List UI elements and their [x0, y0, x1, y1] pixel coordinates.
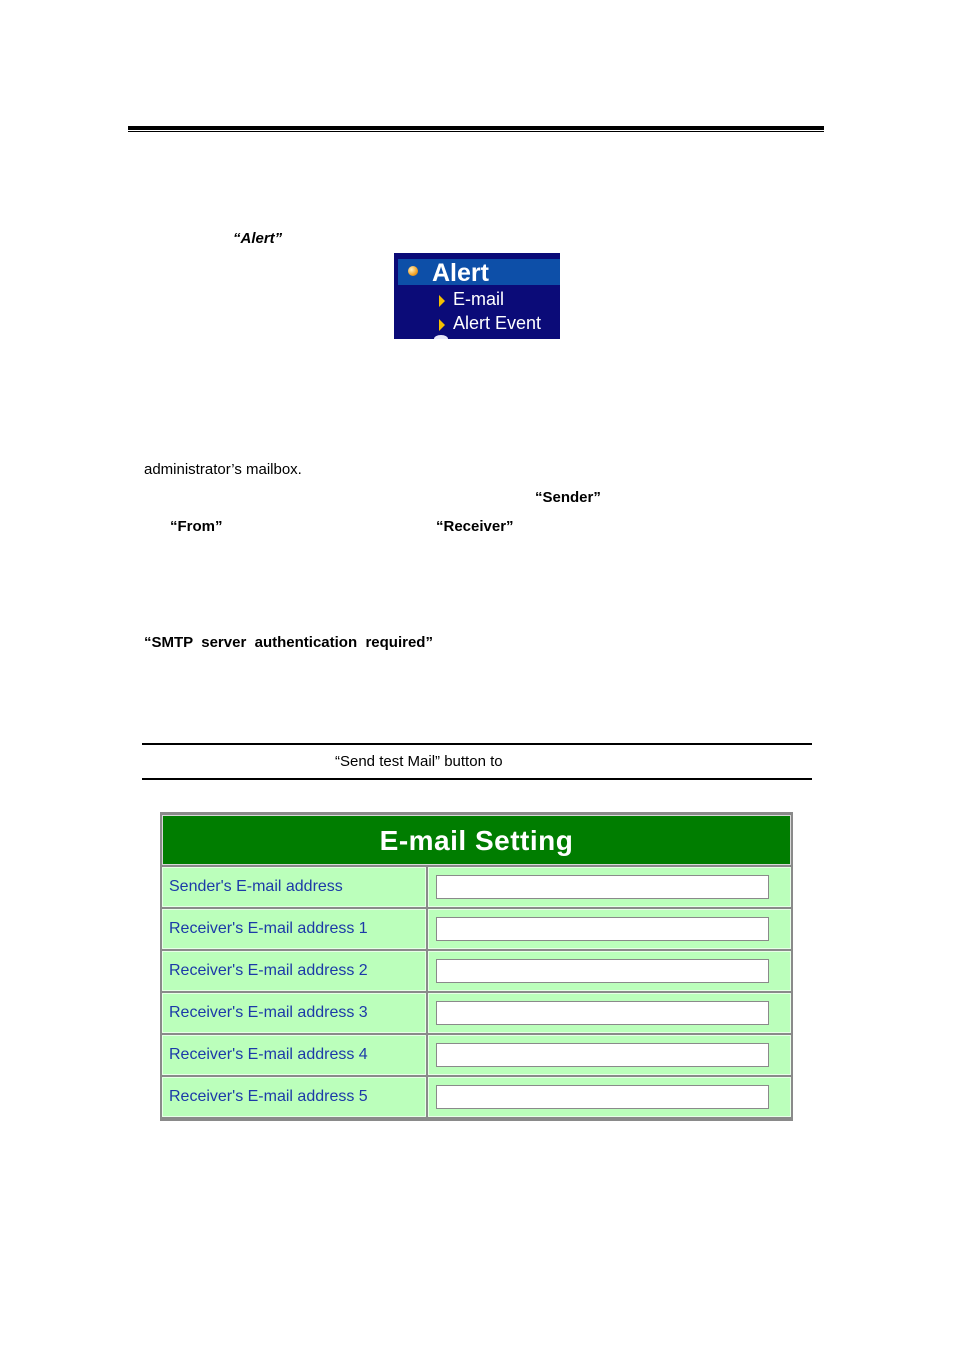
alert-word: “Alert”	[233, 230, 283, 247]
receiver-email-1-label-cell	[162, 909, 426, 949]
email-setting-header	[162, 815, 791, 865]
receiver-email-1-label: Receiver's E-mail address 1	[169, 920, 368, 937]
receiver-email-5-label-cell	[162, 1077, 426, 1117]
receiver-email-2-input[interactable]	[436, 959, 769, 983]
note-top-rule	[142, 743, 812, 745]
receiver-email-3-cell	[428, 993, 791, 1033]
receiver-email-1-cell	[428, 909, 791, 949]
receiver-email-1-input[interactable]	[436, 917, 769, 941]
email-setting-table	[160, 812, 793, 1121]
receiver-email-3-label-cell	[162, 993, 426, 1033]
receiver-email-5-label: Receiver's E-mail address 5	[169, 1088, 368, 1105]
arrow-right-icon	[439, 295, 445, 307]
receiver-email-2-label-cell	[162, 951, 426, 991]
receiver-email-5-cell	[428, 1077, 791, 1117]
sender-email-label-cell	[162, 867, 426, 907]
alert-menu-title[interactable]: Alert	[432, 259, 489, 287]
from-word: “From”	[170, 518, 223, 535]
top-rule-thin	[128, 131, 824, 132]
note-text: “Send test Mail” button to	[335, 753, 503, 770]
mailbox-text: administrator’s mailbox.	[144, 461, 302, 478]
receiver-word: “Receiver”	[436, 518, 514, 535]
menu-item-alert-event[interactable]: Alert Event	[453, 313, 542, 333]
receiver-email-4-input[interactable]	[436, 1043, 769, 1067]
receiver-email-5-input[interactable]	[436, 1085, 769, 1109]
email-setting-title: E-mail Setting	[379, 825, 574, 856]
receiver-email-3-label: Receiver's E-mail address 3	[169, 1004, 368, 1021]
sender-email-cell	[428, 867, 791, 907]
smtp-phrase: “SMTP server authentication required”	[144, 634, 433, 651]
cropped-menu-bullet	[434, 335, 448, 339]
receiver-email-4-label: Receiver's E-mail address 4	[169, 1046, 368, 1063]
sender-email-input[interactable]	[436, 875, 769, 899]
note-bottom-rule	[142, 778, 812, 780]
receiver-email-4-label-cell	[162, 1035, 426, 1075]
receiver-email-2-label: Receiver's E-mail address 2	[169, 962, 368, 979]
receiver-email-2-cell	[428, 951, 791, 991]
receiver-email-3-input[interactable]	[436, 1001, 769, 1025]
menu-item-email[interactable]: E-mail	[453, 289, 505, 309]
sender-email-label: Sender's E-mail address	[169, 878, 343, 895]
bullet-icon	[408, 266, 418, 276]
alert-menu-image	[394, 253, 560, 339]
receiver-email-4-cell	[428, 1035, 791, 1075]
top-rule	[128, 126, 824, 130]
arrow-right-icon	[439, 319, 445, 331]
sender-word: “Sender”	[535, 489, 601, 506]
